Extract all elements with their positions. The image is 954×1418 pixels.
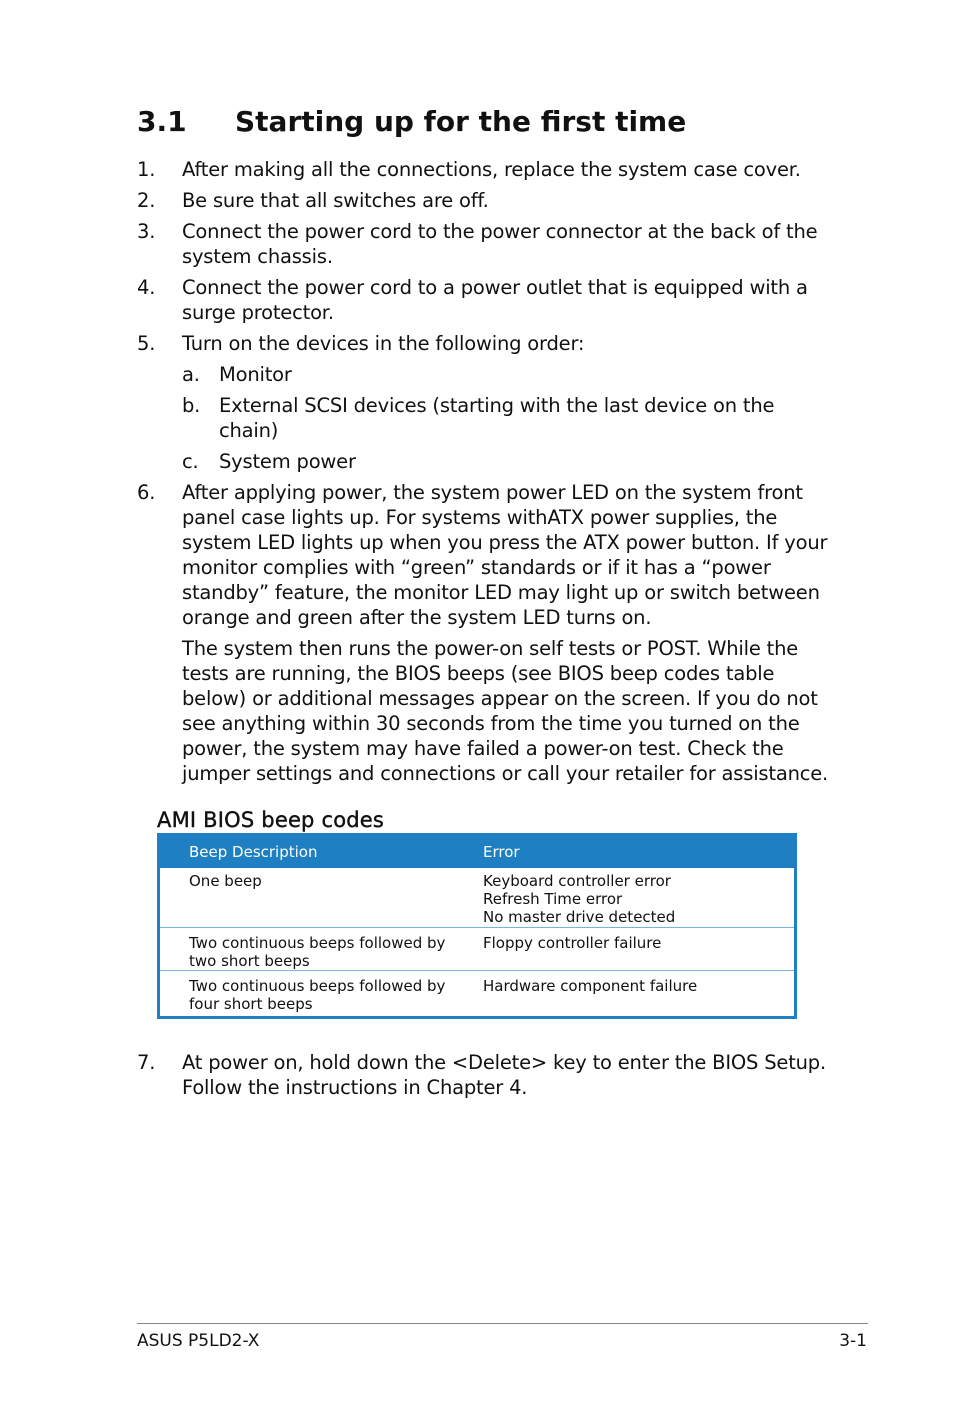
footer-product: ASUS P5LD2-X <box>137 1331 260 1351</box>
subitem-letter: c. <box>182 450 199 473</box>
list-item <box>137 219 837 269</box>
item-number: 4. <box>137 276 156 299</box>
item-number: 2. <box>137 189 156 212</box>
header-description: Beep Description <box>189 843 318 861</box>
sub-list-item <box>182 449 837 474</box>
section-number: 3.1 <box>137 105 187 138</box>
item-number: 1. <box>137 158 156 181</box>
table-header <box>157 833 797 868</box>
steps-list-continued <box>137 1050 837 1106</box>
error-line: Hardware component failure <box>483 977 698 995</box>
footer-divider <box>137 1323 868 1324</box>
cell-error <box>483 934 783 952</box>
list-item <box>137 275 837 325</box>
item-text: At power on, hold down the <Delete> key to enter the BIOS Setup. Follow the instructions in Chapter 4. <box>182 1051 826 1099</box>
error-line: Floppy controller failure <box>483 934 662 952</box>
list-item <box>137 480 837 630</box>
cell-description: Two continuous beeps followed by four short beeps <box>189 977 446 1013</box>
item-text: Turn on the devices in the following order: <box>182 332 585 355</box>
section-title: Starting up for the first time <box>235 105 687 138</box>
table-title: AMI BIOS beep codes <box>157 808 385 832</box>
sub-list-item <box>182 362 837 387</box>
list-item <box>137 1050 837 1100</box>
list-item <box>137 331 837 356</box>
page-number: 3-1 <box>839 1331 867 1351</box>
header-error: Error <box>483 843 520 861</box>
list-item <box>137 157 837 182</box>
subitem-text: System power <box>219 450 356 473</box>
error-line: No master drive detected <box>483 908 676 926</box>
beep-codes-table <box>157 833 797 1019</box>
cell-error <box>483 872 783 926</box>
subitem-letter: b. <box>182 394 201 417</box>
item-number: 3. <box>137 220 156 243</box>
item-number: 5. <box>137 332 156 355</box>
sub-list-item <box>182 393 837 443</box>
table-row <box>160 928 794 971</box>
subitem-letter: a. <box>182 363 200 386</box>
page-title <box>137 100 686 144</box>
item-text: After applying power, the system power LED on the system front panel case lights up. For systems withATX power supplies, the system LED lights up when you press the ATX power button. If your monitor complies with “green” standards or if it has a “power standby” feature, the monitor LED may light up or switch between orange and green after the system LED turns on. <box>182 481 828 629</box>
item-text: Connect the power cord to the power connector at the back of the system chassis. <box>182 220 818 268</box>
error-line: Refresh Time error <box>483 890 623 908</box>
cell-description: Two continuous beeps followed by two short beeps <box>189 934 446 970</box>
item-text: Connect the power cord to a power outlet that is equipped with a surge protector. <box>182 276 808 324</box>
item-text: Be sure that all switches are off. <box>182 189 489 212</box>
item-text: After making all the connections, replace the system case cover. <box>182 158 801 181</box>
error-line: Keyboard controller error <box>483 872 671 890</box>
cell-error <box>483 977 783 995</box>
item-number: 6. <box>137 481 156 504</box>
steps-list <box>137 157 837 786</box>
list-item <box>137 188 837 213</box>
subitem-text: External SCSI devices (starting with the last device on the chain) <box>219 394 775 442</box>
item-number: 7. <box>137 1051 156 1074</box>
table-row <box>160 868 794 928</box>
table-row <box>160 971 794 1016</box>
post-paragraph: The system then runs the power-on self tests or POST. While the tests are running, the BIOS beeps (see BIOS beep codes table below) or additional messages appear on the screen. If you do not see anything within 30 seconds from the time you turned on the power, the system may have failed a power-on test. Check the jumper settings and connections or call your retailer for assistance. <box>182 637 829 785</box>
subitem-text: Monitor <box>219 363 292 386</box>
cell-description: One beep <box>189 872 262 890</box>
